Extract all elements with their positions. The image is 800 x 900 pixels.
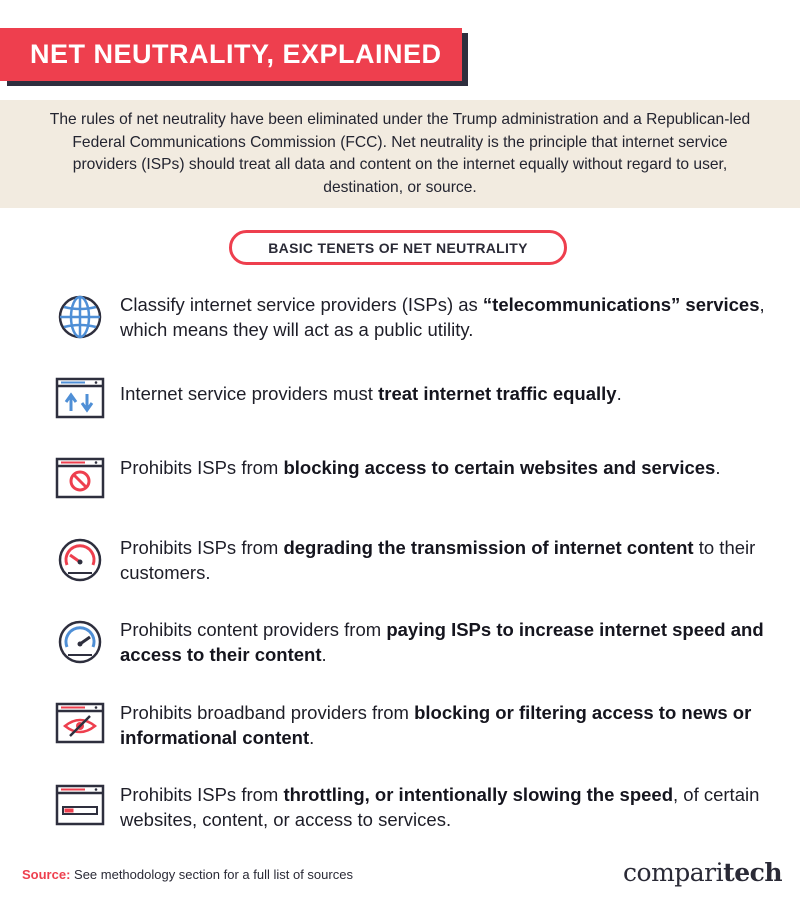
traffic-arrows-icon bbox=[55, 373, 105, 423]
tenet-text bbox=[120, 617, 780, 667]
tenet-segment: . bbox=[715, 457, 721, 478]
tenet-segment: Classify internet service providers (ISPs) as bbox=[120, 294, 483, 315]
tenet-item bbox=[0, 290, 800, 346]
source-text: See methodology section for a full list of sources bbox=[70, 867, 353, 882]
tenet-segment: Internet service providers must bbox=[120, 383, 379, 404]
tenet-segment: . bbox=[616, 383, 622, 404]
loading-bar-browser-icon bbox=[55, 780, 105, 830]
tenet-text bbox=[120, 292, 780, 342]
tenet-text bbox=[120, 535, 780, 585]
tenet-text bbox=[120, 455, 780, 480]
page-title: NET NEUTRALITY, EXPLAINED bbox=[30, 39, 442, 69]
tenet-item bbox=[0, 453, 800, 509]
source-label: Source: bbox=[22, 867, 71, 882]
tenet-segment: Prohibits ISPs from bbox=[120, 537, 284, 558]
tenet-emphasis: throttling, or intentionally slowing the speed bbox=[283, 784, 673, 805]
tenet-item bbox=[0, 698, 800, 754]
brand-bold: tech bbox=[723, 858, 782, 887]
blocked-browser-icon bbox=[55, 453, 105, 503]
globe-icon bbox=[55, 292, 105, 342]
tenet-emphasis: “telecommunications” services bbox=[482, 294, 760, 315]
speedometer-icon bbox=[55, 617, 105, 667]
tenet-text bbox=[120, 700, 780, 750]
tenet-segment: Prohibits broadband providers from bbox=[120, 702, 415, 723]
tenet-item bbox=[0, 533, 800, 589]
tenet-emphasis: treat internet traffic equally bbox=[378, 383, 617, 404]
tenet-text bbox=[120, 381, 780, 406]
tenet-item bbox=[0, 373, 800, 429]
tenet-emphasis: blocking access to certain websites and services bbox=[283, 457, 716, 478]
tenet-emphasis: degrading the transmission of internet content bbox=[283, 537, 694, 558]
tenet-item bbox=[0, 615, 800, 671]
tenet-segment: , of certain websites, content, or access to services. bbox=[120, 784, 760, 830]
tenet-segment: . bbox=[321, 644, 327, 665]
tenet-segment: to their customers. bbox=[120, 537, 756, 583]
intro-text: The rules of net neutrality have been eliminated under the Trump administration and a Republican-led Federal Communications Commission (FCC). Net neutrality is the principle that internet service providers (ISPs) should treat all data and content on the internet equally without regard to user, destination, or source. bbox=[49, 111, 751, 196]
tenet-item bbox=[0, 780, 800, 836]
tenet-segment: , which means they will act as a public utility. bbox=[120, 294, 765, 340]
tenet-segment: Prohibits ISPs from bbox=[120, 784, 284, 805]
section-label: BASIC TENETS OF NET NEUTRALITY bbox=[229, 230, 567, 265]
speedometer-low-icon bbox=[55, 535, 105, 585]
tenet-emphasis: paying ISPs to increase internet speed and access to their content bbox=[120, 619, 764, 665]
tenet-text bbox=[120, 782, 780, 832]
intro-panel bbox=[0, 100, 800, 208]
brand-logo bbox=[623, 858, 782, 887]
tenet-segment: . bbox=[309, 727, 315, 748]
tenet-segment: Prohibits ISPs from bbox=[120, 457, 284, 478]
source-note bbox=[22, 867, 353, 882]
hidden-eye-browser-icon bbox=[55, 698, 105, 748]
title-banner bbox=[0, 28, 462, 81]
tenet-segment: Prohibits content providers from bbox=[120, 619, 387, 640]
brand-light: compari bbox=[623, 858, 724, 887]
tenet-emphasis: blocking or filtering access to news or informational content bbox=[120, 702, 752, 748]
